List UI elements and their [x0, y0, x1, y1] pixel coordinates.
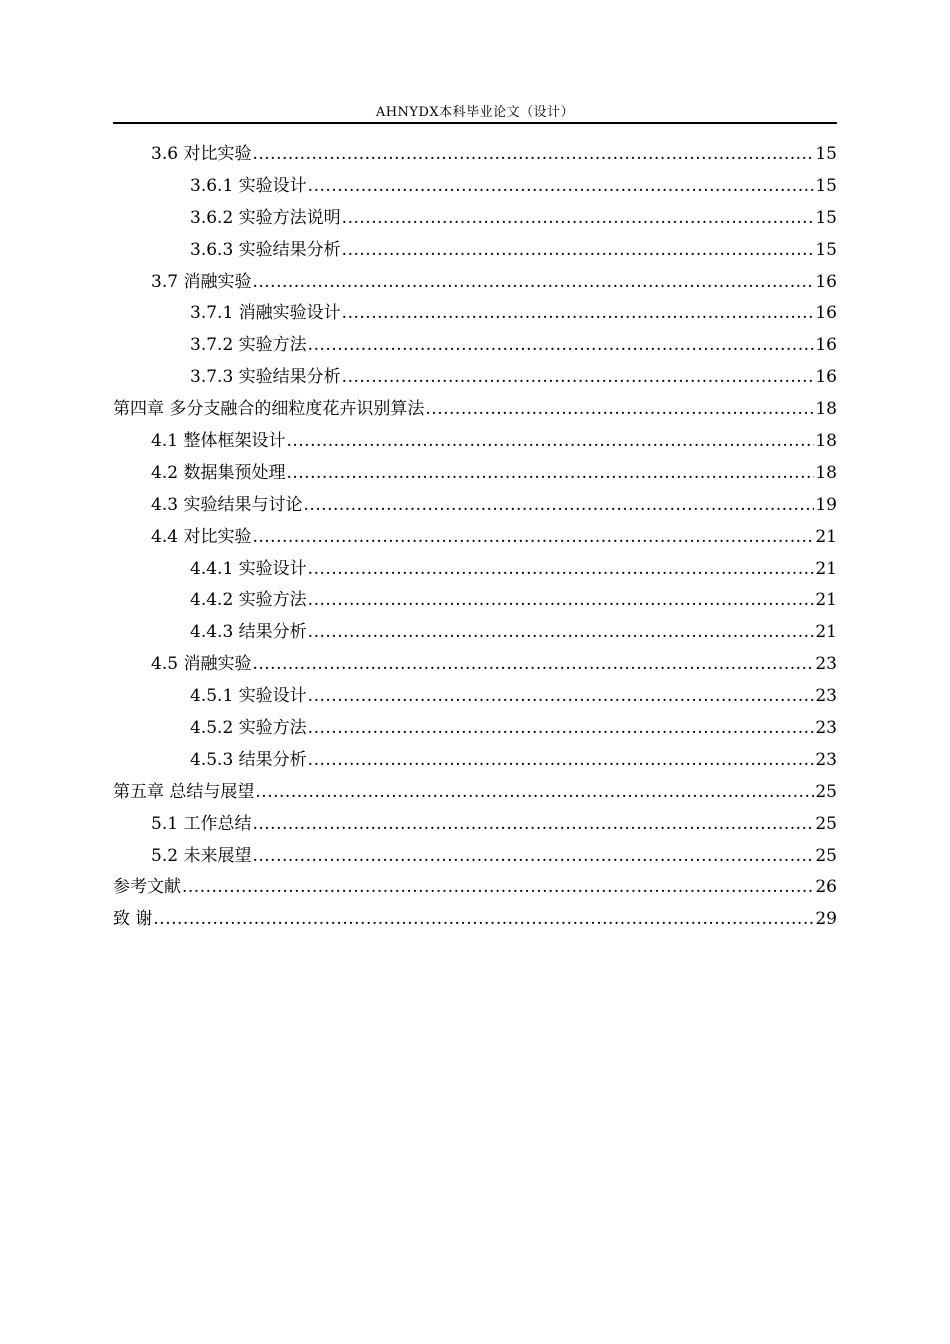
toc-entry-title: 3.7 消融实验 [151, 271, 252, 292]
toc-entry-page-number: 15 [815, 144, 837, 164]
toc-dot-leader [252, 267, 814, 299]
toc-entry[interactable] [113, 394, 837, 426]
toc-entry-title: 3.6.3 实验结果分析 [190, 239, 341, 260]
toc-entry-page-number: 19 [815, 494, 837, 515]
toc-dot-leader [308, 171, 815, 203]
toc-entry-page-number: 18 [815, 399, 837, 420]
toc-entry[interactable] [113, 330, 837, 362]
toc-entry[interactable] [113, 139, 837, 171]
toc-entry-title: 第四章 多分支融合的细粒度花卉识别算法 [113, 399, 425, 420]
toc-entry-title: 4.5 消融实验 [151, 654, 252, 675]
toc-entry[interactable] [113, 904, 837, 936]
toc-entry[interactable] [113, 777, 837, 809]
toc-entry[interactable] [113, 458, 837, 490]
toc-entry-page-number: 23 [815, 749, 837, 770]
toc-dot-leader [182, 872, 814, 904]
toc-entry-page-number: 25 [815, 781, 837, 802]
toc-dot-leader [252, 809, 814, 841]
toc-dot-leader [308, 330, 815, 362]
toc-entry-page-number: 16 [815, 367, 837, 388]
toc-entry-title: 参考文献 [113, 877, 181, 898]
toc-entry[interactable] [113, 171, 837, 203]
toc-entry-title: 4.5.1 实验设计 [190, 686, 307, 707]
header-rule [113, 122, 837, 124]
toc-entry-title: 4.3 实验结果与讨论 [151, 494, 303, 515]
toc-entry-page-number: 29 [815, 909, 837, 930]
toc-dot-leader [308, 745, 815, 777]
toc-entry[interactable] [113, 426, 837, 458]
toc-entry[interactable] [113, 203, 837, 235]
toc-entry-title: 3.7.2 实验方法 [190, 335, 307, 356]
toc-entry[interactable] [113, 841, 837, 873]
toc-dot-leader [308, 554, 815, 586]
toc-entry-title: 3.6.2 实验方法说明 [190, 207, 341, 228]
toc-dot-leader [252, 841, 814, 873]
toc-dot-leader [286, 426, 814, 458]
toc-entry-page-number: 16 [815, 303, 837, 324]
toc-entry-title: 4.4.3 结果分析 [190, 622, 307, 643]
toc-entry-page-number: 21 [815, 622, 837, 643]
toc-entry-title: 第五章 总结与展望 [113, 781, 255, 802]
toc-entry-page-number: 23 [815, 718, 837, 739]
toc-entry-title: 4.2 数据集预处理 [151, 462, 286, 483]
toc-entry[interactable] [113, 809, 837, 841]
toc-entry-page-number: 18 [815, 462, 837, 483]
toc-entry[interactable] [113, 872, 837, 904]
toc-entry-title: 3.6.1 实验设计 [190, 175, 307, 196]
toc-dot-leader [153, 904, 814, 936]
toc-entry-page-number: 15 [815, 239, 837, 260]
toc-entry[interactable] [113, 713, 837, 745]
toc-entry-page-number: 26 [815, 877, 837, 898]
toc-entry-title: 5.2 未来展望 [151, 845, 252, 866]
toc-entry[interactable] [113, 490, 837, 522]
toc-entry-title: 4.1 整体框架设计 [151, 431, 286, 452]
toc-entry[interactable] [113, 745, 837, 777]
toc-entry[interactable] [113, 617, 837, 649]
toc-entry-page-number: 15 [815, 175, 837, 196]
toc-dot-leader [303, 490, 814, 522]
toc-entry[interactable] [113, 298, 837, 330]
toc-entry-page-number: 21 [815, 590, 837, 611]
toc-entry-page-number: 23 [815, 654, 837, 675]
toc-entry[interactable] [113, 362, 837, 394]
toc-dot-leader [308, 681, 815, 713]
toc-entry-page-number: 15 [815, 207, 837, 228]
toc-dot-leader [308, 713, 815, 745]
toc-entry[interactable] [113, 649, 837, 681]
toc-dot-leader [252, 649, 814, 681]
toc-entry-title: 4.4.1 实验设计 [190, 558, 307, 579]
toc-entry[interactable] [113, 585, 837, 617]
toc-entry[interactable] [113, 554, 837, 586]
toc-entry-page-number: 21 [815, 558, 837, 579]
toc-entry-page-number: 18 [815, 431, 837, 452]
toc-entry-title: 4.5.2 实验方法 [190, 718, 307, 739]
toc-entry-title: 4.4 对比实验 [151, 526, 252, 547]
toc-entry-title: 致 谢 [113, 909, 153, 930]
toc-entry-page-number: 21 [815, 526, 837, 547]
toc-dot-leader [342, 235, 815, 267]
toc-entry-page-number: 23 [815, 686, 837, 707]
toc-dot-leader [425, 394, 814, 426]
toc-dot-leader [286, 458, 814, 490]
toc-entry[interactable] [113, 267, 837, 299]
toc-entry-title: 3.6 对比实验 [151, 144, 252, 164]
toc-entry-page-number: 16 [815, 271, 837, 292]
toc-dot-leader [308, 617, 815, 649]
toc-entry-page-number: 25 [815, 845, 837, 866]
toc-dot-leader [252, 139, 814, 171]
toc-dot-leader [255, 777, 814, 809]
toc-entry-title: 3.7.1 消融实验设计 [190, 303, 341, 324]
toc-dot-leader [342, 298, 815, 330]
toc-entry-title: 5.1 工作总结 [151, 813, 252, 834]
toc-entry-title: 4.5.3 结果分析 [190, 749, 307, 770]
toc-dot-leader [308, 585, 815, 617]
toc-entry[interactable] [113, 681, 837, 713]
toc-entry-page-number: 16 [815, 335, 837, 356]
toc-entry-page-number: 25 [815, 813, 837, 834]
toc-entry-title: 4.4.2 实验方法 [190, 590, 307, 611]
toc-entry[interactable] [113, 235, 837, 267]
toc-entry[interactable] [113, 522, 837, 554]
page-header: AHNYDX本科毕业论文（设计） [375, 105, 575, 120]
table-of-contents [113, 139, 837, 936]
toc-entry-title: 3.7.3 实验结果分析 [190, 367, 341, 388]
toc-dot-leader [252, 522, 814, 554]
toc-dot-leader [342, 362, 815, 394]
toc-dot-leader [342, 203, 815, 235]
